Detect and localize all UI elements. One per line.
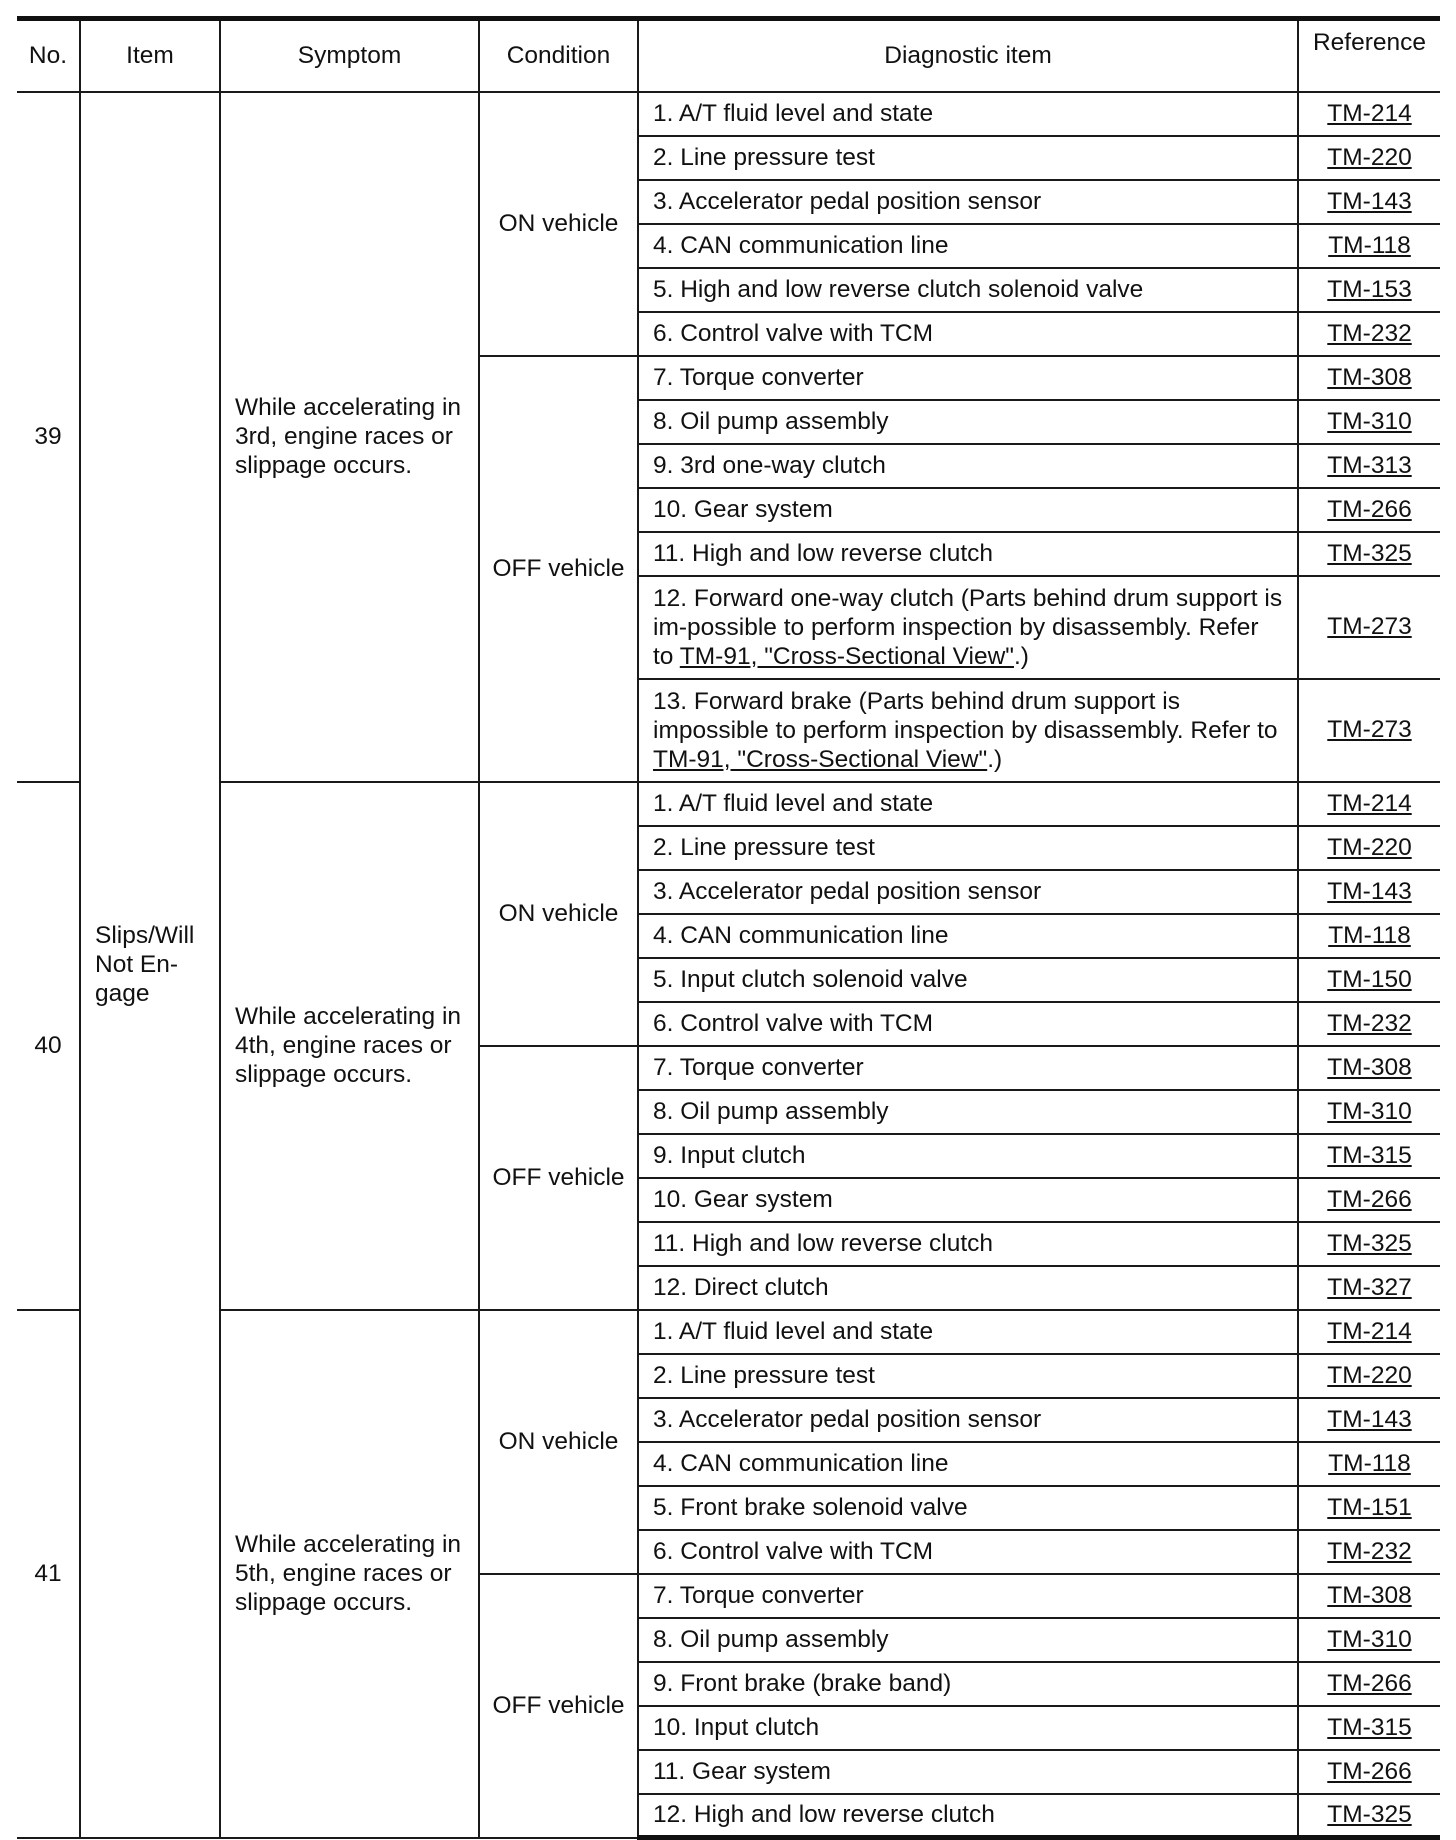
header-item: Item <box>80 19 220 92</box>
reference-link[interactable]: TM-315 <box>1327 1141 1412 1169</box>
reference-cell <box>1298 92 1440 136</box>
reference-link[interactable]: TM-266 <box>1327 495 1412 523</box>
diagnostic-item: 3. Accelerator pedal position sensor <box>638 870 1298 914</box>
symptom-cell: While accelerating in 3rd, engine races or slippage occurs. <box>220 92 479 782</box>
diagnostic-item: 12. High and low reverse clutch <box>638 1794 1298 1838</box>
reference-link[interactable]: TM-232 <box>1327 1537 1412 1565</box>
diagnostic-item: 5. Front brake solenoid valve <box>638 1486 1298 1530</box>
reference-cell <box>1298 400 1440 444</box>
reference-link[interactable]: TM-118 <box>1328 1449 1411 1477</box>
reference-link[interactable]: TM-214 <box>1327 1317 1412 1345</box>
diagnostic-item: 2. Line pressure test <box>638 1354 1298 1398</box>
row-number: 39 <box>17 92 80 782</box>
diagnostic-item: 6. Control valve with TCM <box>638 1530 1298 1574</box>
diagnostic-text: 13. Forward brake (Parts behind drum support is impossible to perform inspection by disassembly. Refer to <box>653 687 1278 744</box>
reference-cell <box>1298 356 1440 400</box>
condition-on-vehicle: ON vehicle <box>479 92 638 356</box>
row-number: 40 <box>17 782 80 1310</box>
header-symptom: Symptom <box>220 19 479 92</box>
header-reference: Reference <box>1298 19 1440 92</box>
reference-cell <box>1298 958 1440 1002</box>
diagnostic-text-end: .) <box>1013 642 1029 670</box>
reference-link[interactable]: TM-273 <box>1327 716 1412 743</box>
reference-link[interactable]: TM-266 <box>1327 1669 1412 1697</box>
diagnostic-item: 2. Line pressure test <box>638 826 1298 870</box>
reference-cell <box>1298 1310 1440 1354</box>
header-no: No. <box>17 19 80 92</box>
symptom-cell: While accelerating in 4th, engine races or slippage occurs. <box>220 782 479 1310</box>
diagnostic-item: 10. Gear system <box>638 1178 1298 1222</box>
reference-link[interactable]: TM-315 <box>1327 1713 1412 1741</box>
reference-link[interactable]: TM-308 <box>1327 1053 1412 1081</box>
reference-cell <box>1298 1002 1440 1046</box>
reference-cell <box>1298 1398 1440 1442</box>
reference-cell <box>1298 1442 1440 1486</box>
reference-cell <box>1298 444 1440 488</box>
diagnostic-item: 9. Input clutch <box>638 1134 1298 1178</box>
table-row <box>17 782 1440 826</box>
row-number: 41 <box>17 1310 80 1838</box>
diagnostic-item: 8. Oil pump assembly <box>638 1090 1298 1134</box>
reference-link[interactable]: TM-266 <box>1327 1757 1412 1785</box>
reference-link[interactable]: TM-220 <box>1327 1361 1412 1389</box>
reference-cell <box>1298 1750 1440 1794</box>
reference-link[interactable]: TM-150 <box>1327 965 1412 993</box>
diagnosis-table <box>17 16 1440 1840</box>
reference-cell <box>1298 312 1440 356</box>
condition-on-vehicle: ON vehicle <box>479 782 638 1046</box>
header-diagnostic-item: Diagnostic item <box>638 19 1298 92</box>
reference-link[interactable]: TM-325 <box>1327 539 1412 567</box>
reference-cell <box>1298 1618 1440 1662</box>
reference-link[interactable]: TM-220 <box>1327 833 1412 861</box>
diagnostic-item: 6. Control valve with TCM <box>638 1002 1298 1046</box>
reference-link[interactable]: TM-310 <box>1327 1625 1412 1653</box>
table-row <box>17 1310 1440 1354</box>
diagnostic-item: 7. Torque converter <box>638 1574 1298 1618</box>
diagnostic-item: 10. Gear system <box>638 488 1298 532</box>
diagnostic-item: 8. Oil pump assembly <box>638 1618 1298 1662</box>
cross-reference-link[interactable]: TM-91, "Cross-Sectional View" <box>679 642 1014 670</box>
diagnostic-item <box>638 679 1298 782</box>
diagnostic-text: 12. Forward one-way clutch (Parts behind drum support is im-possible to perform inspection by disassembly. Refer to <box>653 584 1283 670</box>
diagnostic-item <box>638 576 1298 679</box>
reference-link[interactable]: TM-118 <box>1328 231 1411 259</box>
diagnostic-item: 9. Front brake (brake band) <box>638 1662 1298 1706</box>
diagnostic-item: 1. A/T fluid level and state <box>638 92 1298 136</box>
diagnostic-item: 11. High and low reverse clutch <box>638 1222 1298 1266</box>
reference-cell <box>1298 224 1440 268</box>
diagnostic-item: 11. High and low reverse clutch <box>638 532 1298 576</box>
reference-cell <box>1298 782 1440 826</box>
diagnostic-item: 6. Control valve with TCM <box>638 312 1298 356</box>
diagnostic-item: 7. Torque converter <box>638 1046 1298 1090</box>
reference-cell <box>1298 1134 1440 1178</box>
reference-cell <box>1298 532 1440 576</box>
reference-link[interactable]: TM-232 <box>1327 319 1412 347</box>
reference-cell <box>1298 1530 1440 1574</box>
reference-cell <box>1298 1486 1440 1530</box>
reference-cell <box>1298 914 1440 958</box>
reference-cell <box>1298 1090 1440 1134</box>
reference-link[interactable]: TM-325 <box>1327 1229 1412 1257</box>
reference-link[interactable]: TM-143 <box>1327 187 1412 215</box>
diagnostic-text-end: .) <box>987 745 1003 773</box>
reference-link[interactable]: TM-214 <box>1327 789 1412 817</box>
reference-link[interactable]: TM-151 <box>1327 1493 1412 1521</box>
symptom-cell: While accelerating in 5th, engine races or slippage occurs. <box>220 1310 479 1838</box>
reference-link[interactable]: TM-266 <box>1327 1185 1412 1213</box>
reference-cell <box>1298 1178 1440 1222</box>
reference-cell <box>1298 1046 1440 1090</box>
reference-cell <box>1298 1574 1440 1618</box>
header-condition: Condition <box>479 19 638 92</box>
reference-link[interactable]: TM-308 <box>1327 363 1412 391</box>
reference-link[interactable]: TM-214 <box>1327 99 1412 127</box>
reference-link[interactable]: TM-220 <box>1327 143 1412 171</box>
diagnostic-item: 9. 3rd one-way clutch <box>638 444 1298 488</box>
reference-link[interactable]: TM-143 <box>1327 1405 1412 1433</box>
reference-cell <box>1298 870 1440 914</box>
diagnostic-item: 5. High and low reverse clutch solenoid valve <box>638 268 1298 312</box>
reference-link[interactable]: TM-273 <box>1327 613 1412 640</box>
header-row <box>17 19 1440 92</box>
condition-off-vehicle: OFF vehicle <box>479 356 638 782</box>
reference-link[interactable]: TM-143 <box>1327 877 1412 905</box>
reference-cell <box>1298 576 1440 679</box>
diagnostic-item: 1. A/T fluid level and state <box>638 782 1298 826</box>
item-label: Slips/Will Not En-gage <box>95 922 195 1007</box>
reference-link[interactable]: TM-118 <box>1328 921 1411 949</box>
reference-cell <box>1298 1706 1440 1750</box>
diagnostic-item: 11. Gear system <box>638 1750 1298 1794</box>
table-body <box>17 92 1440 1838</box>
reference-cell <box>1298 1222 1440 1266</box>
cross-reference-link[interactable]: TM-91, "Cross-Sectional View" <box>653 745 988 773</box>
diagnostic-item: 4. CAN communication line <box>638 914 1298 958</box>
diagnosis-table-container <box>17 16 1440 1840</box>
table-row <box>17 92 1440 136</box>
condition-on-vehicle: ON vehicle <box>479 1310 638 1574</box>
reference-cell <box>1298 826 1440 870</box>
reference-cell <box>1298 180 1440 224</box>
reference-link[interactable]: TM-308 <box>1327 1581 1412 1609</box>
reference-cell <box>1298 268 1440 312</box>
diagnostic-item: 5. Input clutch solenoid valve <box>638 958 1298 1002</box>
diagnostic-item: 7. Torque converter <box>638 356 1298 400</box>
diagnostic-item: 2. Line pressure test <box>638 136 1298 180</box>
reference-cell <box>1298 488 1440 532</box>
diagnostic-item: 1. A/T fluid level and state <box>638 1310 1298 1354</box>
reference-link[interactable]: TM-310 <box>1327 407 1412 435</box>
condition-off-vehicle: OFF vehicle <box>479 1046 638 1310</box>
reference-link[interactable]: TM-232 <box>1327 1009 1412 1037</box>
reference-cell <box>1298 1266 1440 1310</box>
reference-link[interactable]: TM-153 <box>1327 275 1412 303</box>
diagnostic-item: 3. Accelerator pedal position sensor <box>638 180 1298 224</box>
condition-off-vehicle: OFF vehicle <box>479 1574 638 1838</box>
diagnostic-item: 12. Direct clutch <box>638 1266 1298 1310</box>
reference-link[interactable]: TM-325 <box>1327 1800 1412 1828</box>
diagnostic-item: 10. Input clutch <box>638 1706 1298 1750</box>
diagnostic-item: 3. Accelerator pedal position sensor <box>638 1398 1298 1442</box>
reference-cell <box>1298 1354 1440 1398</box>
reference-cell <box>1298 679 1440 782</box>
reference-cell <box>1298 136 1440 180</box>
reference-link[interactable]: TM-310 <box>1327 1097 1412 1125</box>
diagnostic-item: 8. Oil pump assembly <box>638 400 1298 444</box>
diagnostic-item: 4. CAN communication line <box>638 1442 1298 1486</box>
reference-cell <box>1298 1662 1440 1706</box>
item-cell <box>80 92 220 1838</box>
diagnostic-item: 4. CAN communication line <box>638 224 1298 268</box>
reference-link[interactable]: TM-327 <box>1327 1273 1412 1301</box>
reference-link[interactable]: TM-313 <box>1327 451 1412 479</box>
